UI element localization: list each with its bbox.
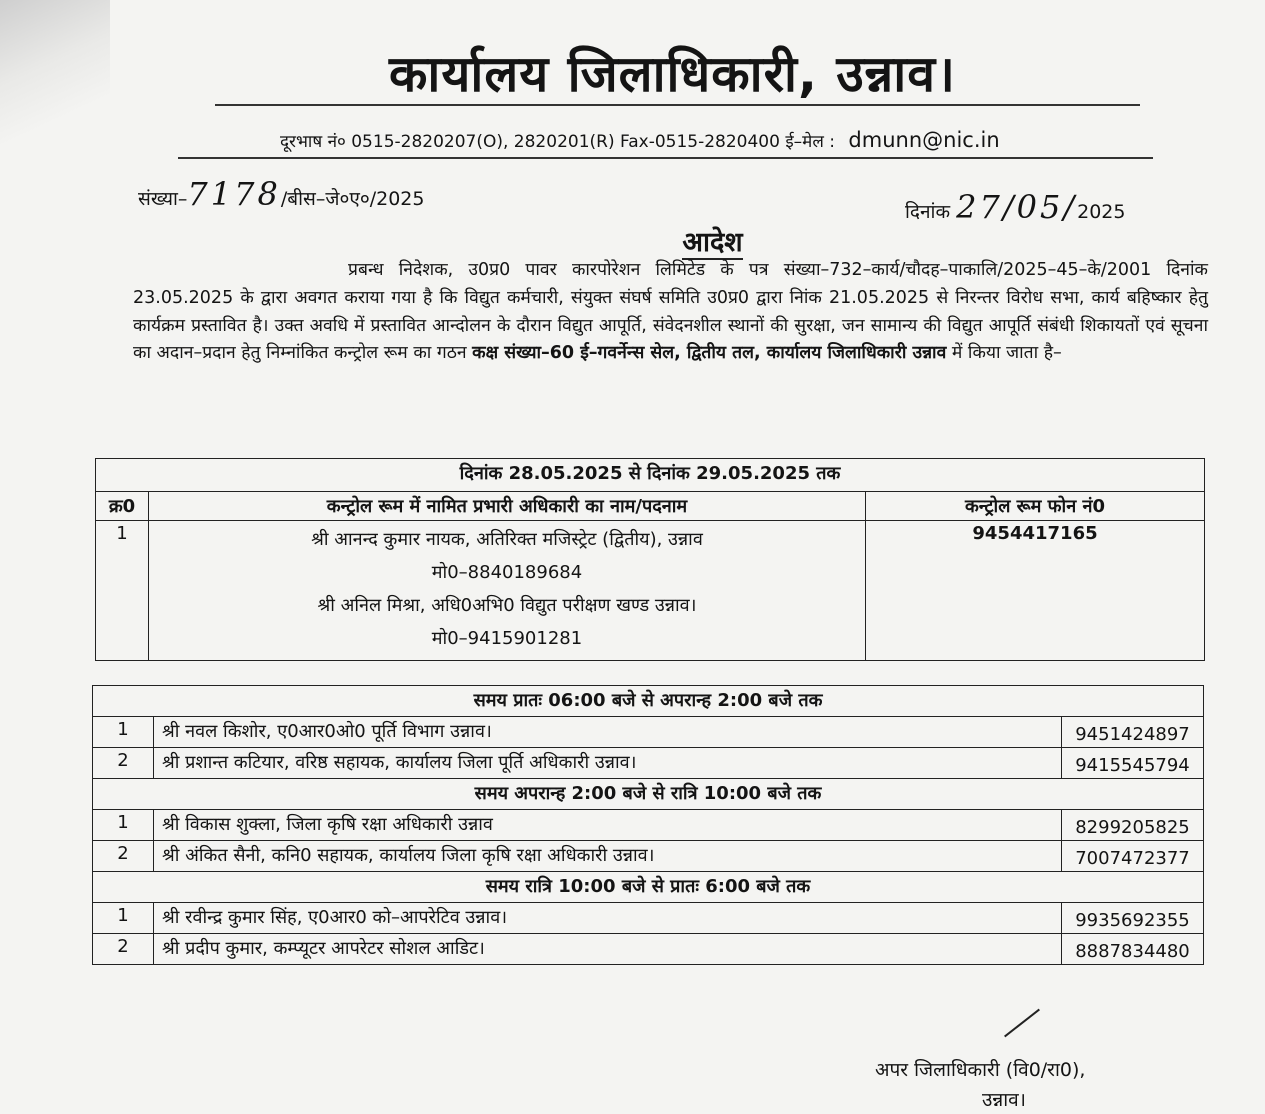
row-officer: श्री अंकित सैनी, कनि0 सहायक, कार्यालय जिला कृषि रक्षा अधिकारी उन्नाव। — [154, 841, 1062, 872]
shift-2-title: समय अपरान्ह 2:00 बजे से रात्रि 10:00 बजे तक — [93, 779, 1204, 810]
control-room-officers — [149, 521, 866, 661]
reference-date — [905, 188, 1125, 226]
order-heading-text: आदेश — [682, 227, 743, 258]
date-handwritten: 27/05/ — [956, 188, 1078, 226]
number-handwritten: 7178 — [187, 175, 281, 213]
row-sn: 2 — [93, 841, 154, 872]
control-room-sn: 1 — [96, 521, 149, 661]
row-phone: 7007472377 — [1062, 841, 1204, 872]
table-row — [93, 717, 1204, 748]
col-sn: क्र0 — [96, 492, 149, 521]
order-heading — [80, 222, 1265, 259]
row-phone: 8299205825 — [1062, 810, 1204, 841]
office-title: कार्यालय जिलाधिकारी, उन्नाव। — [389, 45, 956, 103]
row-officer: श्री नवल किशोर, ए0आर0ओ0 पूर्ति विभाग उन्नाव। — [154, 717, 1062, 748]
row-officer: श्री प्रदीप कुमार, कम्प्यूटर आपरेटर सोशल आडिट। — [154, 934, 1062, 965]
row-sn: 1 — [93, 903, 154, 934]
body-end: में किया जाता है– — [951, 343, 1062, 364]
col-officer: कन्ट्रोल रूम में नामित प्रभारी अधिकारी का नाम/पदनाम — [149, 492, 866, 521]
number-label: संख्या– — [138, 188, 188, 210]
control-room-phone: 9454417165 — [866, 521, 1205, 661]
row-phone: 8887834480 — [1062, 934, 1204, 965]
title-underline — [215, 104, 1140, 106]
row-phone: 9935692355 — [1062, 903, 1204, 934]
table-row — [93, 810, 1204, 841]
body-text: प्रबन्ध निदेशक, उ0प्र0 पावर कारपोरेशन लिमिटेड के पत्र संख्या–732–कार्य/चौदह–पाकालि/2025–45–के/2001 दिनांक 23.05.2025 के द्वारा अवगत कराया गया है कि विद्युत कर्मचारी, संयुक्त संघर्ष समिति उ0प्र0 द्वारा निांक 21.05.2025 से निरन्तर विरोध सभा, कार्य बहिष्कार हेतु कार्यक्रम प्रस्तावित है। उक्त अवधि में प्रस्तावित आन्दोलन के दौरान विद्युत आपूर्ति, संवेदनशील स्थानों की सुरक्षा, जन सामान्य की विद्युत आपूर्ति संबंधी शिकायतों एवं सूचना का अदान–प्रदान हेतु निम्नांकित कन्ट्रोल रूम का गठन — [133, 260, 1208, 364]
body-location: कक्ष संख्या–60 ई–गवर्नेन्स सेल, द्वितीय तल, कार्यालय जिलाधिकारी उन्नाव — [472, 343, 947, 364]
date-year: 2025 — [1077, 201, 1126, 223]
row-phone: 9415545794 — [1062, 748, 1204, 779]
officer-1: श्री आनन्द कुमार नायक, अतिरिक्त मजिस्ट्रेट (द्वितीय), उन्नाव — [311, 529, 703, 550]
row-officer: श्री प्रशान्त कटियार, वरिष्ठ सहायक, कार्यालय जिला पूर्ति अधिकारी उन्नाव। — [154, 748, 1062, 779]
table-row — [93, 748, 1204, 779]
signatory-title: अपर जिलाधिकारी (वि0/रा0), — [875, 1059, 1086, 1081]
shift-1-title: समय प्रातः 06:00 बजे से अपरान्ह 2:00 बजे तक — [93, 686, 1204, 717]
row-sn: 2 — [93, 748, 154, 779]
control-room-period: दिनांक 28.05.2025 से दिनांक 29.05.2025 तक — [96, 459, 1205, 492]
officer-2-mobile: मो0–9415901281 — [431, 628, 583, 649]
reference-number — [138, 175, 424, 213]
officer-2: श्री अनिल मिश्रा, अधि0अभि0 विद्युत परीक्षण खण्ड उन्नाव। — [317, 595, 697, 616]
control-room-table — [95, 458, 1205, 661]
shift-3-title: समय रात्रि 10:00 बजे से प्रातः 6:00 बजे तक — [93, 872, 1204, 903]
signature-mark — [1004, 1009, 1040, 1038]
contact-phones: दूरभाष नं० 0515-2820207(O), 2820201(R) Fax-0515-2820400 ई–मेल : — [280, 132, 836, 152]
date-label: दिनांक — [905, 201, 951, 223]
row-sn: 2 — [93, 934, 154, 965]
row-sn: 1 — [93, 717, 154, 748]
contact-email: dmunn@nic.in — [848, 128, 1000, 152]
table-row — [93, 841, 1204, 872]
header-divider — [178, 157, 1153, 159]
order-body — [133, 257, 1208, 368]
table-row — [93, 934, 1204, 965]
number-suffix: /बीस–जे०ए०/2025 — [280, 188, 425, 210]
contact-line — [280, 128, 1000, 152]
row-phone: 9451424897 — [1062, 717, 1204, 748]
table-row — [93, 903, 1204, 934]
signatory-place: उन्नाव। — [982, 1089, 1026, 1111]
officer-1-mobile: मो0–8840189684 — [431, 562, 583, 583]
col-phone: कन्ट्रोल रूम फोन नं0 — [866, 492, 1205, 521]
shift-duty-table — [92, 685, 1204, 965]
row-sn: 1 — [93, 810, 154, 841]
row-officer: श्री विकास शुक्ला, जिला कृषि रक्षा अधिकारी उन्नाव — [154, 810, 1062, 841]
row-officer: श्री रवीन्द्र कुमार सिंह, ए0आर0 को–आपरेटिव उन्नाव। — [154, 903, 1062, 934]
